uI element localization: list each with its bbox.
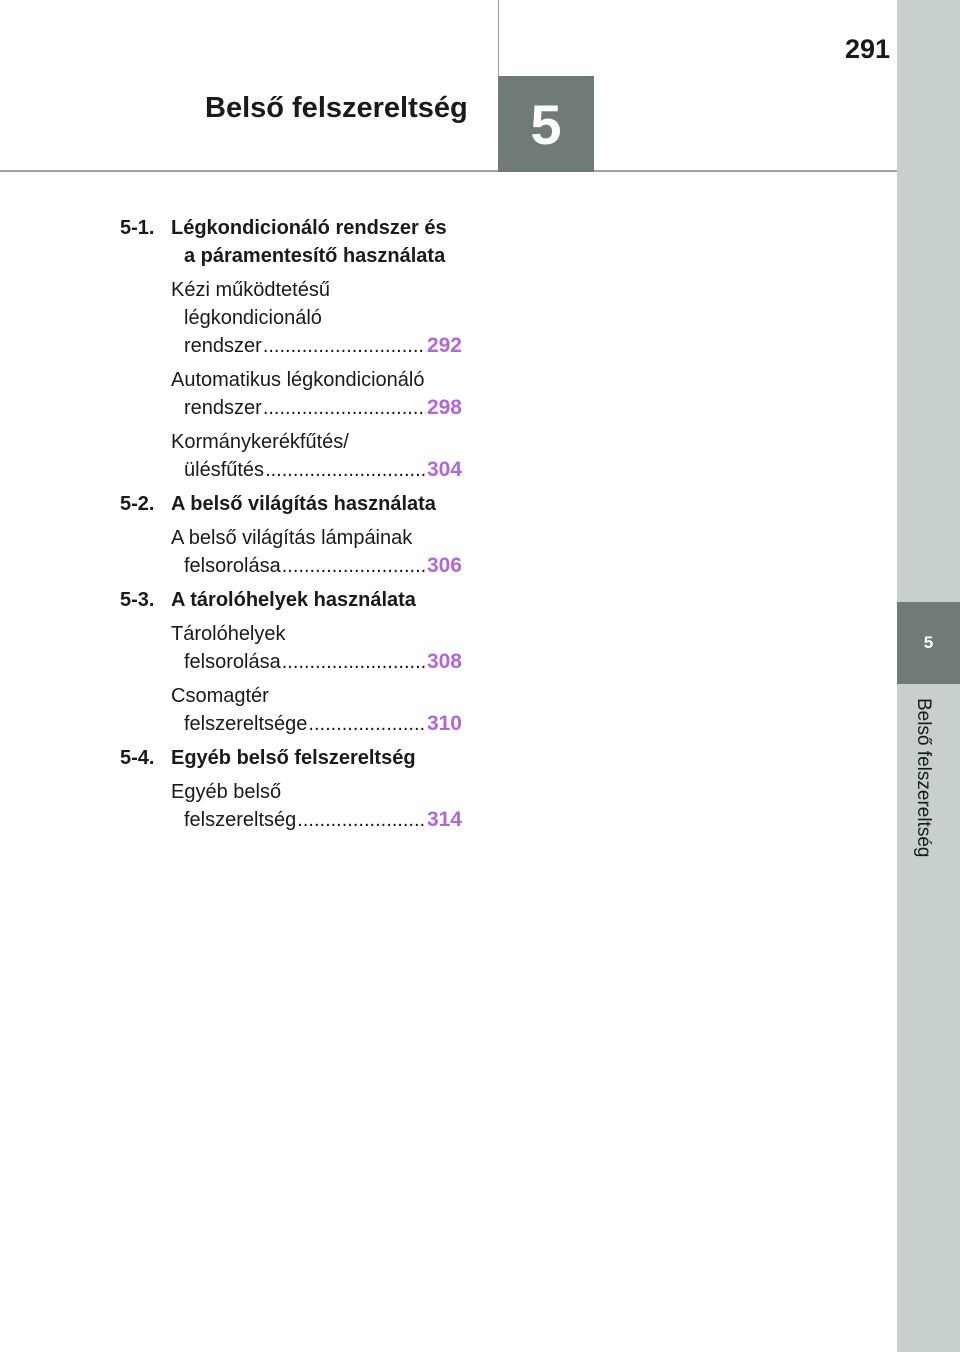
entry-text: Egyéb belső: [171, 781, 282, 803]
section-number: 5-2.: [120, 493, 155, 515]
dot-leader: [308, 710, 426, 738]
page-link[interactable]: 306: [426, 554, 462, 577]
entry-text: rendszer: [184, 335, 262, 357]
entry-text: felszereltsége: [184, 713, 308, 735]
toc-entry[interactable]: [171, 366, 462, 422]
section-title: Légkondicionáló rendszer és a páramentesítő használata: [171, 217, 447, 267]
toc-entry[interactable]: [171, 276, 462, 360]
page-link[interactable]: 292: [426, 334, 462, 357]
entry-text: felsorolása: [184, 555, 281, 577]
table-of-contents: [120, 214, 462, 840]
toc-entry[interactable]: [171, 682, 462, 738]
entry-text: Csomagtér: [171, 685, 269, 707]
page-link[interactable]: 298: [426, 396, 462, 419]
entry-text: felszereltség: [184, 809, 297, 831]
toc-section[interactable]: [120, 490, 462, 518]
entry-text: felsorolása: [184, 651, 281, 673]
entry-text: Kézi működtetésű: [171, 279, 330, 301]
section-number: 5-1.: [120, 217, 155, 239]
section-title: A tárolóhelyek használata: [171, 589, 416, 611]
toc-entry[interactable]: [171, 778, 462, 834]
toc-entry[interactable]: [171, 428, 462, 484]
chapter-title: Belső felszereltség: [205, 92, 468, 124]
chapter-side-tab[interactable]: 5: [897, 602, 960, 684]
toc-entry[interactable]: [171, 524, 462, 580]
header-divider: [0, 170, 897, 172]
entry-text: légkondicionáló: [184, 307, 322, 329]
entry-text: ülésfűtés: [184, 459, 265, 481]
page-link[interactable]: 308: [426, 650, 462, 673]
page-link[interactable]: 304: [426, 458, 462, 481]
page-number: 291: [844, 34, 890, 64]
chapter-number-box: 5: [498, 76, 594, 172]
toc-section[interactable]: [120, 214, 462, 270]
dot-leader: [282, 552, 426, 580]
dot-leader: [297, 806, 426, 834]
entry-text: A belső világítás lámpáinak: [171, 527, 413, 549]
chapter-side-label: Belső felszereltség: [913, 698, 934, 858]
toc-section[interactable]: [120, 586, 462, 614]
entry-text: Automatikus légkondicionáló: [171, 369, 425, 391]
section-number: 5-4.: [120, 747, 155, 769]
toc-section[interactable]: [120, 744, 462, 772]
page-link[interactable]: 310: [426, 712, 462, 735]
section-title: A belső világítás használata: [171, 493, 436, 515]
dot-leader: [265, 456, 426, 484]
entry-text: rendszer: [184, 397, 262, 419]
page-link[interactable]: 314: [426, 808, 462, 831]
entry-text: Kormánykerékfűtés/: [171, 431, 349, 453]
toc-entry[interactable]: [171, 620, 462, 676]
dot-leader: [282, 648, 426, 676]
entry-text: Tárolóhelyek: [171, 623, 286, 645]
dot-leader: [263, 394, 426, 422]
section-title: Egyéb belső felszereltség: [171, 747, 416, 769]
section-number: 5-3.: [120, 589, 155, 611]
dot-leader: [263, 332, 426, 360]
header-divider-vertical: [498, 0, 499, 76]
